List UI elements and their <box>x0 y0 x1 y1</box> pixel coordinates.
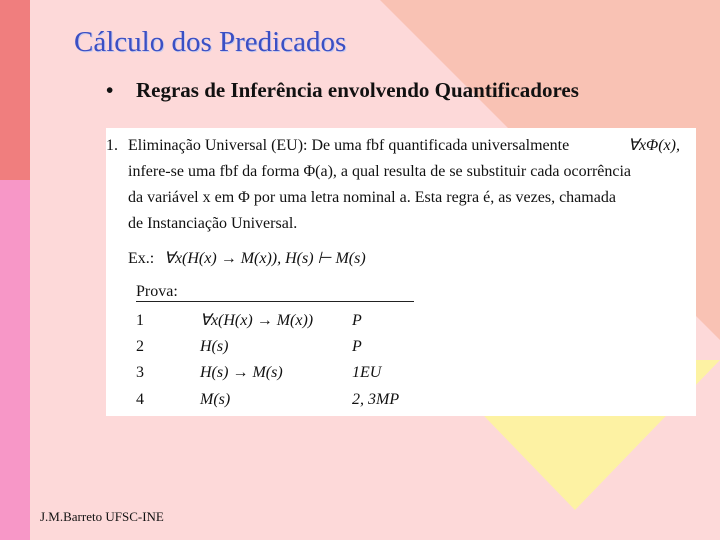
example-prefix: Ex.: <box>128 250 155 267</box>
proof-row-justification: P <box>352 338 362 355</box>
rule-definition-image <box>106 128 696 416</box>
proof-row-formula: M(s) <box>200 391 231 408</box>
rule-line-3: da variável x em Φ por uma letra nominal a. Esta regra é, as vezes, chamada <box>128 189 616 206</box>
proof-row-formula: H(s) <box>200 338 229 355</box>
example-formula: ∀x(H(x) → M(x)), H(s) ⊢ M(s) <box>164 250 366 267</box>
proof-label: Prova: <box>136 283 178 300</box>
proof-row-formula: ∀x(H(x) → M(x)) <box>200 312 314 329</box>
proof-row-number: 4 <box>136 391 144 408</box>
rule-line-1: Eliminação Universal (EU): De uma fbf quantificada universalmente <box>128 137 570 154</box>
slide-title: Cálculo dos Predicados <box>74 26 347 58</box>
item-number: 1. <box>106 137 118 154</box>
proof-row-number: 3 <box>136 364 144 381</box>
bullet-point <box>106 78 579 103</box>
rule-line-2: infere-se uma fbf da forma Φ(a), a qual resulta de se substituir cada ocorrência <box>128 163 632 180</box>
rule-line-1-formula: ∀xΦ(x), <box>628 137 680 154</box>
proof-row-number: 2 <box>136 338 144 355</box>
proof-row-justification: P <box>352 312 362 329</box>
footer-credit: J.M.Barreto UFSC-INE <box>40 509 164 524</box>
proof-row-justification: 1EU <box>352 364 382 381</box>
proof-divider <box>136 301 414 302</box>
rule-line-4: de Instanciação Universal. <box>128 215 298 232</box>
bullet-text: Regras de Inferência envolvendo Quantificadores <box>136 78 579 102</box>
bullet-icon: • <box>106 78 114 102</box>
proof-row-formula: H(s) → M(s) <box>200 364 283 381</box>
proof-row-number: 1 <box>136 312 144 329</box>
proof-row-justification: 2, 3MP <box>352 391 400 408</box>
